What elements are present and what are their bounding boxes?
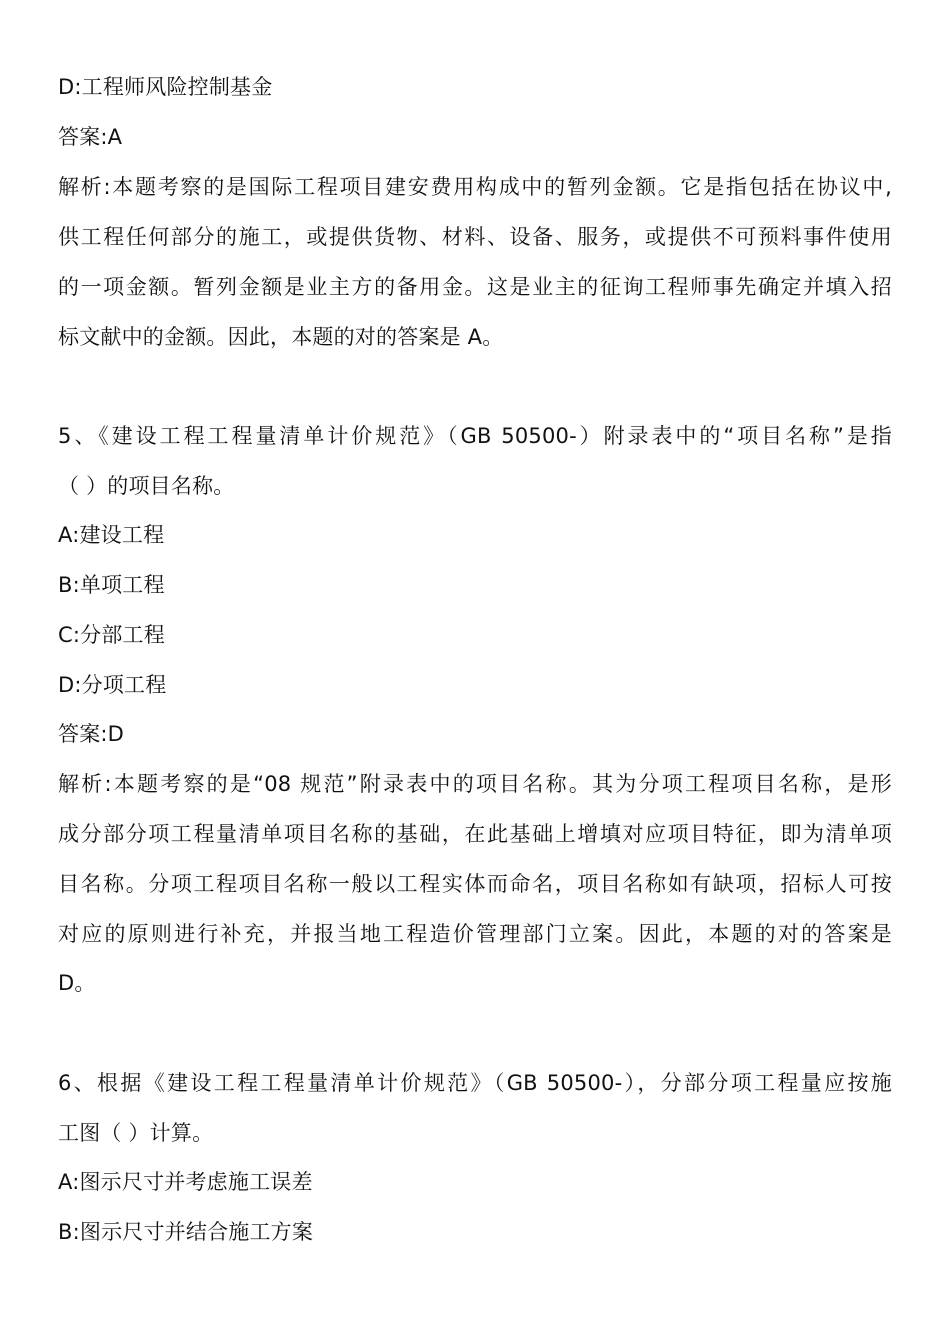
q5-option-a: A:建设工程 xyxy=(58,523,165,547)
q4-answer: 答案:A xyxy=(58,125,123,149)
q5-option-d: D:分项工程 xyxy=(58,673,167,697)
q5-analysis-line-4: 对应的原则进行补充，并报当地工程造价管理部门立案。因此，本题的对的答案是 xyxy=(58,922,892,946)
q6-stem-line-2: 工图（ ）计算。 xyxy=(58,1121,214,1145)
q6-option-b: B:图示尺寸并结合施工方案 xyxy=(58,1220,314,1244)
q5-answer: 答案:D xyxy=(58,722,125,746)
q5-analysis-line-3: 目名称。分项工程项目名称一般以工程实体而命名，项目名称如有缺项，招标人可按 xyxy=(58,872,892,896)
q5-analysis-line-5: D。 xyxy=(58,971,96,995)
q5-stem-line-1: 5、《建设工程工程量清单计价规范》（GB 50500-）附录表中的“项目名称”是指 xyxy=(58,424,892,448)
q4-analysis-line-1: 解析:本题考察的是国际工程项目建安费用构成中的暂列金额。它是指包括在协议中, xyxy=(58,175,892,199)
q6-stem-line-1: 6、根据《建设工程工程量清单计价规范》（GB 50500-），分部分项工程量应按施 xyxy=(58,1071,892,1095)
q5-analysis-line-1: 解析:本题考察的是“08 规范”附录表中的项目名称。其为分项工程项目名称，是形 xyxy=(58,772,892,796)
q4-analysis-line-3: 的一项金额。暂列金额是业主方的备用金。这是业主的征询工程师事先确定并填入招 xyxy=(58,275,892,299)
q5-option-b: B:单项工程 xyxy=(58,573,165,597)
q4-analysis-line-2: 供工程任何部分的施工，或提供货物、材料、设备、服务，或提供不可预料事件使用 xyxy=(58,225,892,249)
q5-analysis-line-2: 成分部分项工程量清单项目名称的基础，在此基础上增填对应项目特征，即为清单项 xyxy=(58,822,892,846)
q5-option-c: C:分部工程 xyxy=(58,623,165,647)
q5-stem-line-2: （ ）的项目名称。 xyxy=(58,474,235,498)
q4-analysis-line-4: 标文献中的金额。因此，本题的对的答案是 A。 xyxy=(58,325,504,349)
q6-option-a: A:图示尺寸并考虑施工误差 xyxy=(58,1170,313,1194)
q4-option-d: D:工程师风险控制基金 xyxy=(58,75,273,99)
